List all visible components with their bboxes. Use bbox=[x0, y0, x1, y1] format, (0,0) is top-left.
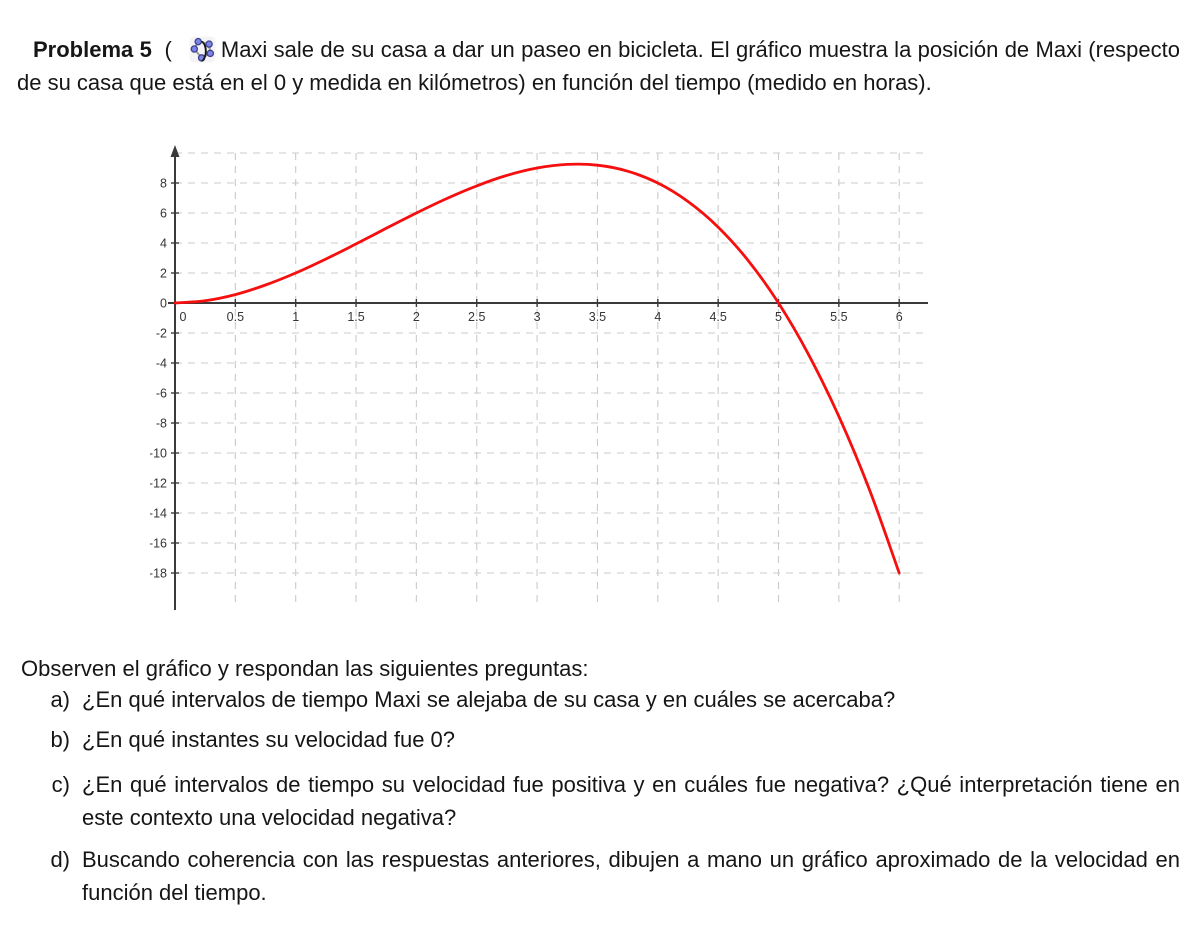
icon-paren-open: ( bbox=[164, 37, 172, 62]
svg-text:1.5: 1.5 bbox=[347, 310, 365, 324]
position-time-graph bbox=[150, 142, 940, 615]
item-label: a) bbox=[50, 687, 70, 712]
question-list bbox=[0, 683, 1194, 916]
svg-text:3.5: 3.5 bbox=[588, 310, 607, 324]
svg-text:4: 4 bbox=[654, 310, 662, 324]
svg-text:-10: -10 bbox=[150, 446, 167, 461]
svg-text:3: 3 bbox=[533, 310, 541, 324]
svg-text:5.5: 5.5 bbox=[830, 310, 848, 324]
svg-text:-4: -4 bbox=[155, 356, 167, 371]
problem-text: Maxi sale de su casa a dar un paseo en bicicleta. El gráfico muestra la posición de Maxi (respecto de su casa que está en el 0 y medida en kilómetros) en función del tiempo (medido en horas). bbox=[17, 37, 1181, 95]
problem-statement bbox=[17, 33, 1180, 99]
svg-text:-16: -16 bbox=[150, 536, 167, 551]
svg-text:-14: -14 bbox=[150, 506, 167, 521]
item-label: c) bbox=[51, 772, 70, 797]
svg-text:-6: -6 bbox=[155, 386, 167, 401]
svg-text:1: 1 bbox=[292, 310, 300, 324]
item-text: ¿En qué instantes su velocidad fue 0? bbox=[82, 727, 456, 752]
svg-text:0.5: 0.5 bbox=[226, 310, 245, 324]
svg-text:4.5: 4.5 bbox=[709, 310, 727, 324]
svg-text:-2: -2 bbox=[155, 326, 167, 341]
svg-text:6: 6 bbox=[895, 310, 903, 324]
svg-text:6: 6 bbox=[160, 206, 167, 221]
svg-text:2: 2 bbox=[412, 310, 420, 324]
item-text: ¿En qué intervalos de tiempo su velocidad fue positiva y en cuáles fue negativa? ¿Qué interpretación tiene en este contexto una velocidad negativa? bbox=[82, 772, 1180, 830]
svg-text:-18: -18 bbox=[150, 566, 167, 581]
item-label: b) bbox=[50, 727, 70, 752]
svg-text:2: 2 bbox=[160, 266, 167, 281]
item-text: ¿En qué intervalos de tiempo Maxi se alejaba de su casa y en cuáles se acercaba? bbox=[82, 687, 896, 712]
item-label: d) bbox=[50, 847, 70, 872]
question-item-b bbox=[0, 723, 1194, 756]
svg-text:4: 4 bbox=[160, 236, 167, 251]
question-item-c bbox=[0, 768, 1194, 834]
svg-text:8: 8 bbox=[160, 176, 167, 191]
question-item-d bbox=[0, 843, 1194, 909]
svg-text:-8: -8 bbox=[155, 416, 167, 431]
svg-text:-12: -12 bbox=[150, 476, 167, 491]
geogebra-icon bbox=[173, 36, 200, 63]
svg-text:5: 5 bbox=[775, 310, 782, 324]
problem-number: Problema 5 bbox=[33, 37, 152, 62]
svg-text:0: 0 bbox=[179, 310, 187, 324]
svg-text:2.5: 2.5 bbox=[468, 310, 486, 324]
questions-intro: Observen el gráfico y respondan las siguientes preguntas: bbox=[21, 656, 589, 681]
item-text: Buscando coherencia con las respuestas anteriores, dibujen a mano un gráfico aproximado de la velocidad en función del tiempo. bbox=[82, 847, 1180, 905]
position-time-chart bbox=[150, 142, 940, 615]
svg-text:0: 0 bbox=[160, 296, 167, 311]
icon-paren-close: ) bbox=[200, 37, 209, 62]
question-item-a bbox=[0, 683, 1194, 716]
